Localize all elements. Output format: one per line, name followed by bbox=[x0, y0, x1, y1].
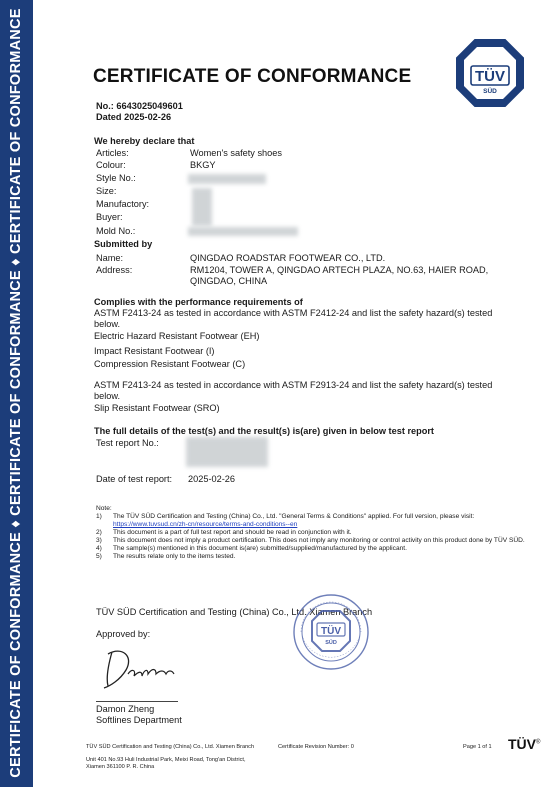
hazard-item-slip: Slip Resistant Footwear (SRO) bbox=[94, 403, 220, 413]
field-label-manufactory: Manufactory: bbox=[96, 199, 150, 209]
submitted-heading: Submitted by bbox=[94, 239, 153, 249]
complies-standard-2: ASTM F2413-24 as tested in accordance with ASTM F2913-24 and list the safety hazard(s) tested below. bbox=[94, 380, 493, 401]
redaction-report-number bbox=[186, 437, 268, 467]
declare-heading: We hereby declare that bbox=[94, 136, 195, 146]
footer-tuv-logo: TÜV® bbox=[508, 736, 541, 752]
signature bbox=[98, 644, 188, 694]
field-label-articles: Articles: bbox=[96, 148, 129, 158]
svg-text:TÜV: TÜV bbox=[321, 626, 341, 637]
field-value-colour: BKGY bbox=[190, 160, 216, 170]
approved-by-label: Approved by: bbox=[96, 629, 151, 639]
footer-revision: Certificate Revision Number: 0 bbox=[278, 744, 354, 750]
svg-text:TÜV: TÜV bbox=[475, 68, 505, 85]
details-heading: The full details of the test(s) and the result(s) is(are) given in below test report bbox=[94, 426, 434, 436]
footer-company: TÜV SÜD Certification and Testing (China) Co., Ltd. Xiamen Branch bbox=[86, 744, 255, 750]
footer-address-line-2: Xiamen 361100 P. R. China bbox=[86, 764, 155, 770]
sidebar-banner bbox=[0, 0, 33, 787]
redaction-size-manufactory-buyer bbox=[192, 188, 212, 226]
notes-section bbox=[96, 505, 536, 561]
sidebar-text: CERTIFICATE OF CONFORMANCE ♦ CERTIFICATE OF CONFORMANCE ♦ CERTIFICATE OF CONFORMANCE bbox=[8, 8, 24, 778]
field-label-colour: Colour: bbox=[96, 160, 126, 170]
footer-address-line-1: Unit 401 No.93 Huli Industrial Park, Meixi Road, Tong'an District, bbox=[86, 757, 246, 763]
field-label-mold: Mold No.: bbox=[96, 226, 136, 236]
field-label-size: Size: bbox=[96, 186, 117, 196]
notes-heading: Note: bbox=[96, 505, 112, 512]
report-date-label: Date of test report: bbox=[96, 474, 173, 484]
hazard-item-impact: Impact Resistant Footwear (I) bbox=[94, 346, 215, 356]
redaction-style bbox=[188, 174, 266, 184]
note-item: 2) This document is a part of full test report and should be read in conjunction with it. bbox=[96, 529, 352, 536]
note-item: 4) The sample(s) mentioned in this document is(are) submitted/supplied/manufactured by the applicant. bbox=[96, 545, 407, 552]
submitter-name-value: QINGDAO ROADSTAR FOOTWEAR CO., LTD. bbox=[190, 253, 386, 263]
certificate-date: Dated 2025-02-26 bbox=[96, 112, 172, 122]
issuer-name: TÜV SÜD Certification and Testing (China) Co., Ltd. Xiamen Branch bbox=[96, 607, 373, 617]
complies-standard-1: ASTM F2413-24 as tested in accordance with ASTM F2412-24 and list the safety hazard(s) tested below. bbox=[94, 308, 493, 329]
company-seal bbox=[292, 593, 370, 671]
signer-name: Damon Zheng bbox=[96, 704, 155, 714]
footer-page: Page 1 of 1 bbox=[463, 744, 492, 750]
redaction-mold bbox=[188, 227, 298, 236]
signature-line bbox=[96, 701, 178, 702]
note-item: 1) The TÜV SÜD Certification and Testing (China) Co., Ltd. "General Terms & Conditions" applied. For full version, please visit: https://www.tuvsud.cn/zh-cn/resource/terms-and-conditions--en bbox=[96, 513, 475, 528]
terms-link[interactable]: https://www.tuvsud.cn/zh-cn/resource/terms-and-conditions--en bbox=[113, 521, 298, 528]
report-date-value: 2025-02-26 bbox=[188, 474, 235, 484]
field-label-buyer: Buyer: bbox=[96, 212, 123, 222]
note-item: 5) The results relate only to the items tested. bbox=[96, 553, 236, 560]
submitter-name-label: Name: bbox=[96, 253, 124, 263]
hazard-item-eh: Electric Hazard Resistant Footwear (EH) bbox=[94, 331, 260, 341]
submitter-address-value: RM1204, TOWER A, QINGDAO ARTECH PLAZA, NO.63, HAIER ROAD, QINGDAO, CHINA bbox=[190, 265, 489, 286]
note-item: 3) This document does not imply a product certification. This does not imply any monitoring or control activity on this product done by TÜV SÜD. bbox=[96, 537, 525, 544]
report-number-label: Test report No.: bbox=[96, 438, 159, 448]
complies-heading: Complies with the performance requirements of bbox=[94, 297, 303, 307]
svg-text:SÜD: SÜD bbox=[325, 640, 337, 646]
tuv-logo bbox=[455, 38, 525, 108]
field-value-articles: Women's safety shoes bbox=[190, 148, 282, 158]
svg-text:SÜD: SÜD bbox=[483, 88, 497, 95]
field-label-style: Style No.: bbox=[96, 173, 136, 183]
hazard-item-compression: Compression Resistant Footwear (C) bbox=[94, 359, 246, 369]
signer-department: Softlines Department bbox=[96, 715, 182, 725]
submitter-address-label: Address: bbox=[96, 265, 133, 275]
page-title: CERTIFICATE OF CONFORMANCE bbox=[93, 66, 412, 87]
certificate-number: No.: 6643025049601 bbox=[96, 101, 183, 111]
